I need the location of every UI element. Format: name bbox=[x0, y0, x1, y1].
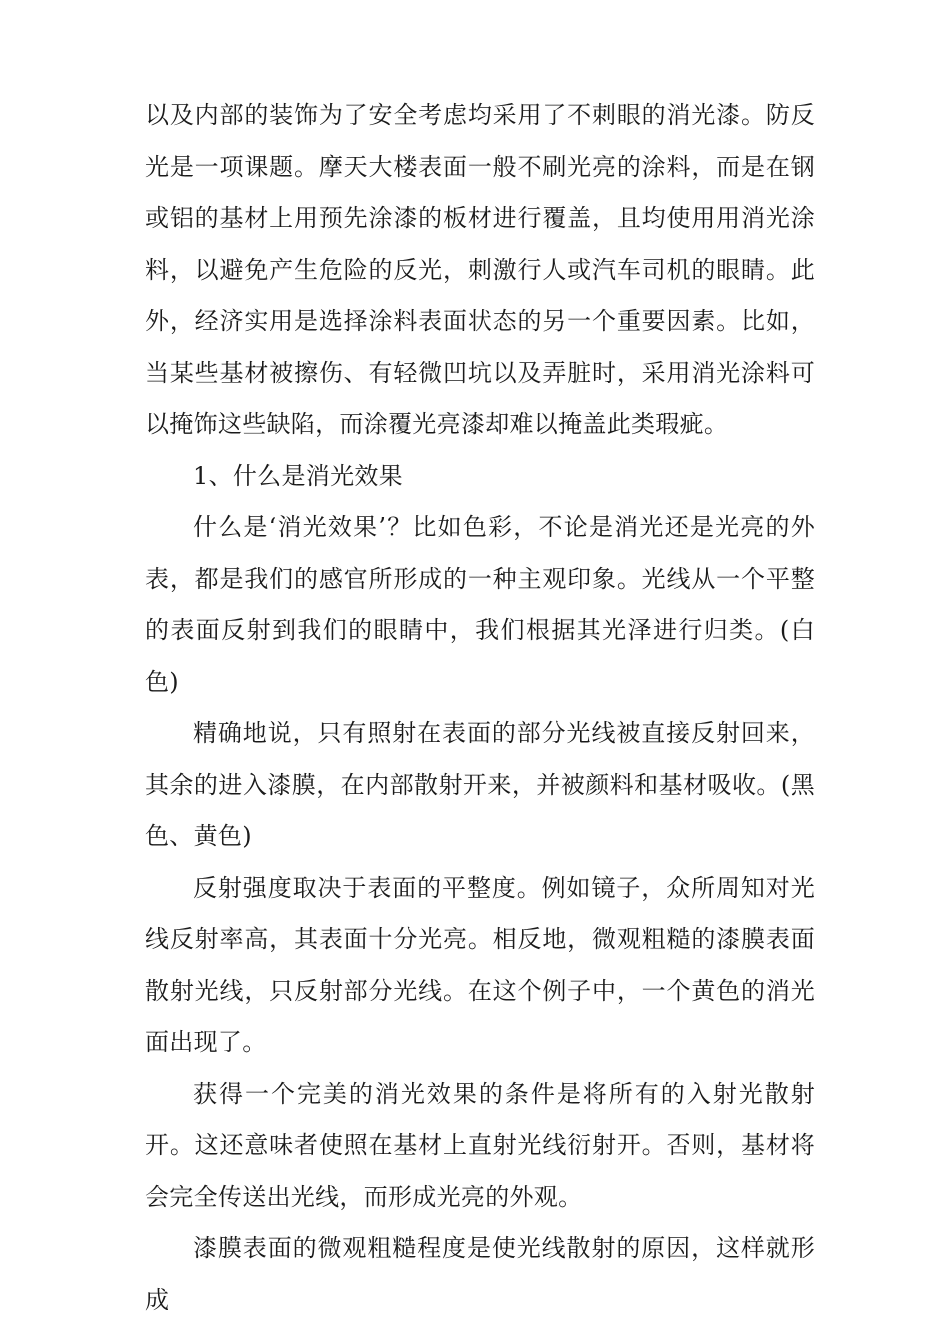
paragraph-continuation: 以及内部的装饰为了安全考虑均采用了不刺眼的消光漆。防反光是一项课题。摩天大楼表面一般不刷光亮的涂料，而是在钢或铝的基材上用预先涂漆的板材进行覆盖，且均使用用消光涂料，以避免产生危险的反光，刺激行人或汽车司机的眼睛。此外，经济实用是选择涂料表面状态的另一个重要因素。比如，当某些基材被擦伤、有轻微凹坑以及弄脏时，采用消光涂料可以掩饰这些缺陷，而涂覆光亮漆却难以掩盖此类瑕疵。 bbox=[145, 101, 815, 438]
paragraph-micro-roughness: 漆膜表面的微观粗糙程度是使光线散射的原因，这样就形成 bbox=[145, 1234, 815, 1314]
paragraph-perfect-matte-condition: 获得一个完美的消光效果的条件是将所有的入射光散射开。这还意味者使照在基材上直射光线衍射开。否则，基材将会完全传送出光线，而形成光亮的外观。 bbox=[145, 1079, 815, 1211]
section-heading: 1、什么是消光效果 bbox=[193, 461, 403, 490]
paragraph-reflection-intensity: 反射强度取决于表面的平整度。例如镜子，众所周知对光线反射率高，其表面十分光亮。相反地，微观粗糙的漆膜表面散射光线，只反射部分光线。在这个例子中，一个黄色的消光面出现了。 bbox=[145, 873, 815, 1056]
paragraph-matte-effect-definition: 什么是‘消光效果’？比如色彩，不论是消光还是光亮的外表，都是我们的感官所形成的一种主观印象。光线从一个平整的表面反射到我们的眼睛中，我们根据其光泽进行归类。(白色) bbox=[145, 513, 815, 696]
paragraph-light-absorption: 精确地说，只有照射在表面的部分光线被直接反射回来，其余的进入漆膜，在内部散射开来，并被颜料和基材吸收。(黑色、黄色) bbox=[145, 719, 815, 850]
document-page bbox=[145, 90, 815, 1326]
